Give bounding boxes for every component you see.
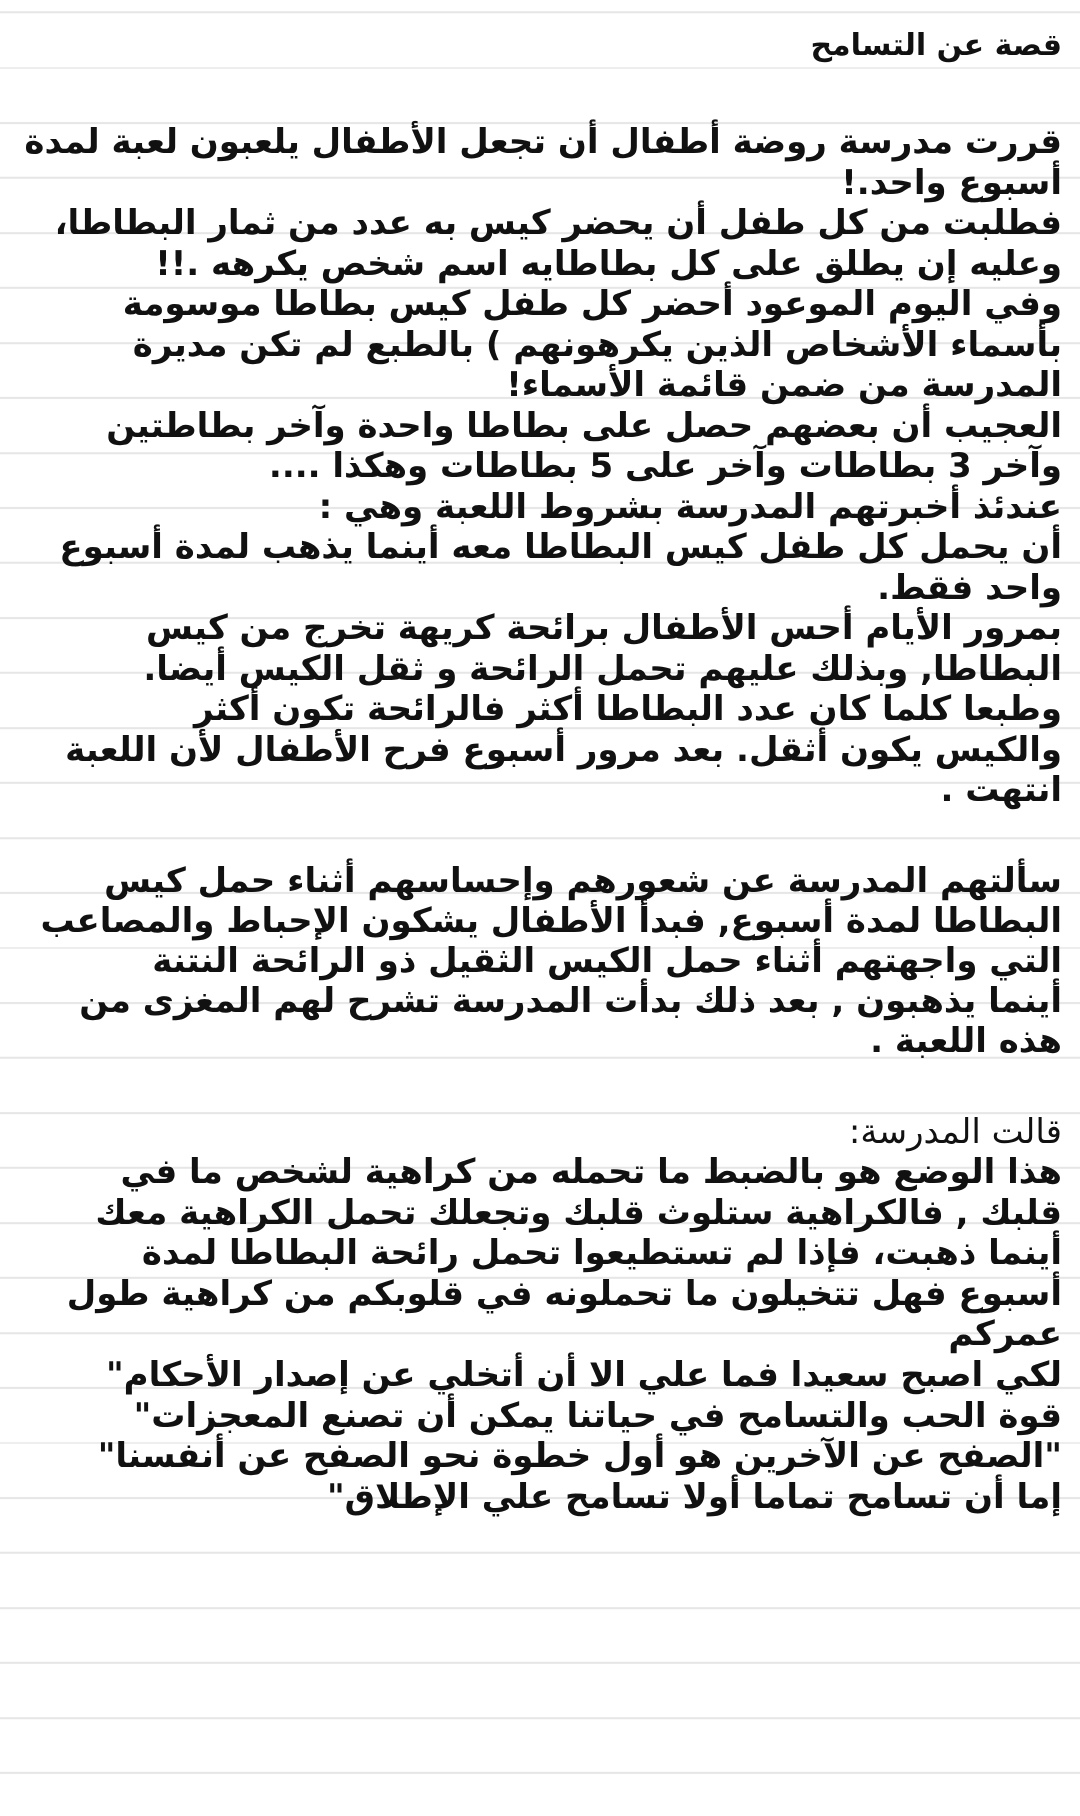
story-section-moral: [10, 1112, 1062, 1518]
paragraph-line: هذه اللعبة .: [870, 1021, 1062, 1062]
paragraph-line: وطبعا كلما كان عدد البطاطا أكثر فالرائحة تكون أكثر: [193, 689, 1062, 729]
paragraph-line: هذا الوضع هو بالضبط ما تحمله من كراهية لشخص ما في: [120, 1152, 1062, 1193]
quote-line: "الصفح عن الآخرين هو أول خطوة نحو الصفح عن أنفسنا": [97, 1436, 1062, 1477]
paragraph-line: التي واجهتهم أثناء حمل الكيس الثقيل ذو الرائحة النتنة: [152, 940, 1062, 981]
paragraph-line: أسبوع فهل تتخيلون ما تحملونه في قلوبكم من كراهية طول: [66, 1273, 1062, 1314]
paragraph-line: المدرسة من ضمن قائمة الأسماء!: [506, 365, 1062, 405]
paragraph-line: عندئذ أخبرتهم المدرسة بشروط اللعبة وهي :: [318, 486, 1062, 527]
paragraph-line: أسبوع واحد.!: [841, 162, 1062, 203]
paragraph-line: فطلبت من كل طفل أن يحضر كيس به عدد من ثمار البطاطا،: [54, 203, 1062, 243]
paragraph-line: انتهت .: [940, 770, 1062, 810]
story-section-intro: [10, 122, 1062, 811]
paragraph-line: والكيس يكون أثقل. بعد مرور أسبوع فرح الأطفال لأن اللعبة: [65, 729, 1062, 770]
paragraph-line: سألتهم المدرسة عن شعورهم وإحساسهم أثناء حمل كيس: [104, 860, 1062, 901]
paragraph-line: وآخر 3 بطاطات وآخر على 5 بطاطات وهكذا ....: [268, 446, 1062, 486]
paragraph-line: البطاطا, وبذلك عليهم تحمل الرائحة و ثقل الكيس أيضا.: [143, 648, 1062, 689]
paragraph-line: البطاطا لمدة أسبوع, فبدأ الأطفال يشكون الإحباط والمصاعب: [40, 900, 1062, 941]
paragraph-line: واحد فقط.: [877, 567, 1062, 608]
paragraph-line: وعليه إن يطلق على كل بطاطايه اسم شخص يكرهه .!!: [155, 243, 1062, 284]
paragraph-line: وفي اليوم الموعود أحضر كل طفل كيس بطاطا موسومة: [122, 284, 1062, 324]
paragraph-line: بأسماء الأشخاص الذين يكرهونهم ) بالطبع لم تكن مديرة: [132, 324, 1062, 365]
paragraph-line: أينما ذهبت، فإذا لم تستطيعوا تحمل رائحة البطاطا لمدة: [141, 1233, 1062, 1274]
quote-line: إما أن تسامح تماما أولا تسامح علي الإطلاق": [326, 1476, 1062, 1517]
quote-line: قوة الحب والتسامح في حياتنا يمكن أن تصنع المعجزات": [133, 1395, 1062, 1436]
story-title: قصة عن التسامح: [810, 28, 1062, 63]
paragraph-line: أن يحمل كل طفل كيس البطاطا معه أينما يذهب لمدة أسبوع: [59, 527, 1062, 567]
paragraph-line: أينما يذهبون , بعد ذلك بدأت المدرسة تشرح لهم المغزى من: [79, 981, 1062, 1022]
paragraph-line: بمرور الأيام أحس الأطفال برائحة كريهة تخرج من كيس: [146, 608, 1062, 648]
paragraph-line: العجيب أن بعضهم حصل على بطاطا واحدة وآخر بطاطتين: [106, 405, 1062, 446]
paragraph-line: قلبك , فالكراهية ستلوث قلبك وتجعلك تحمل الكراهية معك: [95, 1192, 1062, 1233]
section-heading: قالت المدرسة:: [848, 1111, 1062, 1152]
quote-line: لكي اصبح سعيدا فما علي الا أن أتخلي عن إصدار الأحكام": [105, 1355, 1062, 1396]
paragraph-line: قررت مدرسة روضة أطفال أن تجعل الأطفال يلعبون لعبة لمدة: [24, 122, 1062, 162]
paragraph-line: عمركم: [948, 1314, 1062, 1355]
story-section-question: [10, 861, 1062, 1062]
